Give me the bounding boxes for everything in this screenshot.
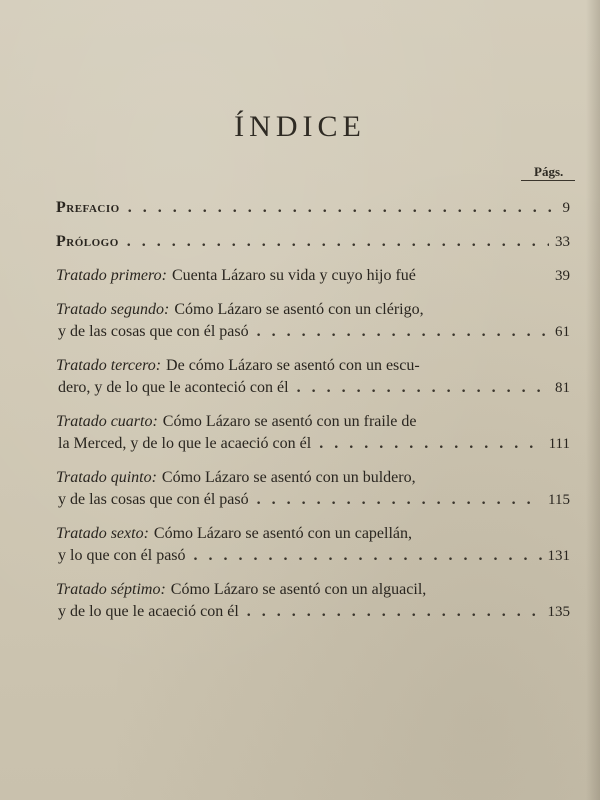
leader-dots xyxy=(257,490,542,510)
toc-entry-tratado-cuarto-cont[interactable] xyxy=(58,434,570,454)
toc-entry-continuation: la Merced, y de lo que le acaeció con él xyxy=(58,435,312,452)
leader-dots xyxy=(257,322,549,342)
toc-entry-continuation: dero, y de lo que le aconteció con él xyxy=(58,379,289,396)
toc-entry-text: Cómo Lázaro se asentó con un alguacil, xyxy=(170,581,427,598)
toc-entry-tratado-primero[interactable] xyxy=(56,266,570,286)
toc-entry-label: Tratado sexto: xyxy=(56,525,149,542)
leader-dots xyxy=(127,232,549,252)
toc-page-number: 115 xyxy=(548,492,570,508)
toc-entry-label: Tratado séptimo: xyxy=(56,581,166,598)
toc-page-number: 33 xyxy=(555,234,570,250)
toc-page-number: 131 xyxy=(547,548,570,564)
pages-column-header: Págs. xyxy=(534,164,564,179)
toc-entry-text: Cuenta Lázaro su vida y cuyo hijo fué xyxy=(171,267,416,284)
toc-entry-continuation: y de las cosas que con él pasó xyxy=(58,323,249,340)
toc-entry-continuation: y de las cosas que con él pasó xyxy=(58,491,249,508)
toc-entry-tratado-cuarto[interactable] xyxy=(56,412,570,432)
leader-dots xyxy=(194,546,542,566)
toc-entry-tratado-segundo-cont[interactable] xyxy=(58,322,570,342)
toc-entry-label: Prólogo xyxy=(56,233,119,250)
toc-entry-prologo[interactable] xyxy=(56,232,570,252)
toc-page-number: 135 xyxy=(547,604,570,620)
leader-dots xyxy=(247,602,542,622)
toc-entry-label: Tratado cuarto: xyxy=(56,413,158,430)
toc-page-number: 9 xyxy=(562,200,570,216)
toc-entry-tratado-tercero[interactable] xyxy=(56,356,570,376)
toc-entry-label: Tratado primero: xyxy=(56,267,167,284)
toc-entry-tratado-septimo-cont[interactable] xyxy=(58,602,570,622)
toc-entry-text: Cómo Lázaro se asentó con un capellán, xyxy=(153,525,413,542)
toc-entry-prefacio[interactable] xyxy=(56,198,570,218)
leader-dots xyxy=(128,198,557,218)
toc-entry-tratado-quinto-cont[interactable] xyxy=(58,490,570,510)
toc-entry-tratado-sexto-cont[interactable] xyxy=(58,546,570,566)
toc-entry-label: Tratado segundo: xyxy=(56,301,170,318)
toc-entry-tratado-septimo[interactable] xyxy=(56,580,570,600)
toc-entry-text: Cómo Lázaro se asentó con un buldero, xyxy=(161,469,416,486)
toc-entry-tratado-segundo[interactable] xyxy=(56,300,570,320)
toc-page-number: 81 xyxy=(555,380,570,396)
leader-dots xyxy=(297,378,549,398)
toc-page-number: 39 xyxy=(555,268,570,284)
toc-entry-text: Cómo Lázaro se asentó con un clérigo, xyxy=(174,301,424,318)
toc-entry-label: Tratado quinto: xyxy=(56,469,157,486)
leader-dots xyxy=(319,434,542,454)
toc-entry-tratado-sexto[interactable] xyxy=(56,524,570,544)
toc-entry-tratado-tercero-cont[interactable] xyxy=(58,378,570,398)
index-title: ÍNDICE xyxy=(234,110,366,143)
toc-entry-continuation: y lo que con él pasó xyxy=(58,547,186,564)
toc-page-number: 61 xyxy=(555,324,570,340)
toc-page-number: 111 xyxy=(548,436,570,452)
toc-entry-text: De cómo Lázaro se asentó con un escu- xyxy=(166,357,420,374)
toc-entry-label: Prefacio xyxy=(56,199,120,216)
toc-entry-text: Cómo Lázaro se asentó con un fraile de xyxy=(162,413,417,430)
toc-entry-tratado-quinto[interactable] xyxy=(56,468,570,488)
toc-entry-continuation: y de lo que le acaeció con él xyxy=(58,603,239,620)
toc-entry-label: Tratado tercero: xyxy=(56,357,162,374)
